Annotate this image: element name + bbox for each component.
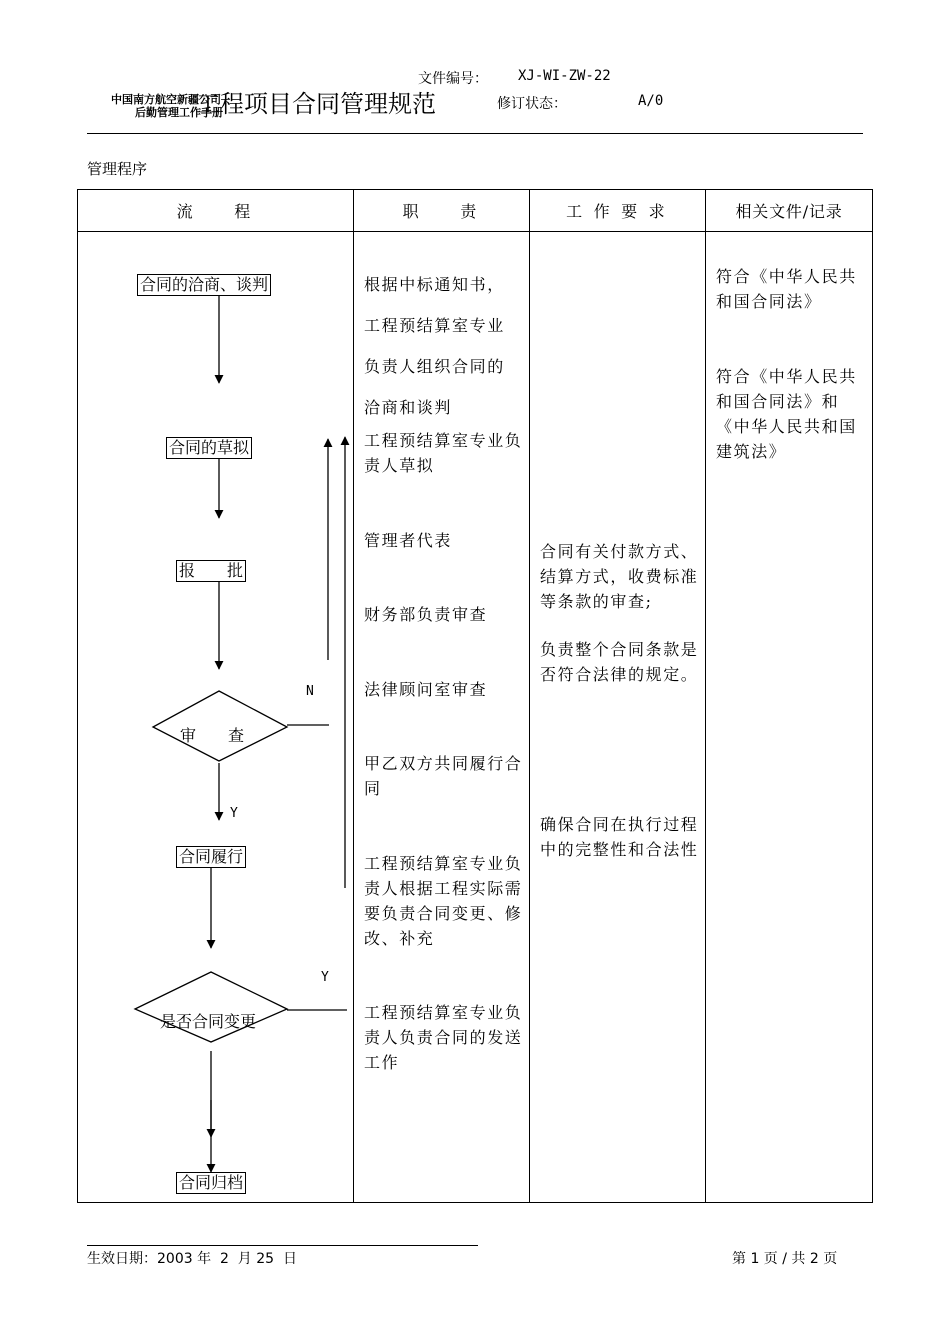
duty-8: 工程预结算室专业负责人负责合同的发送工作 <box>364 1003 523 1072</box>
duty-1-line: 洽商和谈判 <box>364 398 453 417</box>
duty-5: 法律顾问室审查 <box>364 680 488 699</box>
revision-label: 修订状态： <box>497 96 567 112</box>
doc-number-label: 文件编号： <box>418 71 488 87</box>
label-yes: Y <box>230 806 238 821</box>
step-approval: 报 批 <box>176 560 246 582</box>
effective-date: 生效日期：2003 年 2 月 25 日 <box>87 1251 297 1267</box>
step-performance: 合同履行 <box>176 846 246 868</box>
step-review: 审 查 <box>180 726 245 745</box>
step-archive: 合同归档 <box>176 1172 246 1194</box>
header-requirement: 工 作 要 求 <box>566 202 668 221</box>
duty-1-line: 负责人组织合同的 <box>364 357 505 376</box>
duty-7: 工程预结算室专业负责人根据工程实际需要负责合同变更、修改、补充 <box>364 854 523 948</box>
requirement-1: 合同有关付款方式、结算方式，收费标准等条款的审查; <box>540 542 699 611</box>
step-change-decision: 是否合同变更 <box>160 1012 257 1031</box>
duty-6: 甲乙双方共同履行合同 <box>364 754 523 798</box>
document-title: 工程项目合同管理规范 <box>196 90 436 118</box>
duty-3: 管理者代表 <box>364 531 453 550</box>
section-label: 管理程序 <box>87 160 148 178</box>
header-duty: 职 责 <box>402 202 480 221</box>
label-no: N <box>306 684 314 699</box>
record-2: 符合《中华人民共和国合同法》和《中华人民共和国建筑法》 <box>716 367 857 461</box>
header-flow: 流 程 <box>176 202 254 221</box>
label-yes: Y <box>321 970 329 985</box>
doc-number-value: XJ-WI-ZW-22 <box>518 68 611 84</box>
duty-2: 工程预结算室专业负责人草拟 <box>364 431 523 475</box>
org-name: 中国南方航空新疆公司 <box>111 93 221 106</box>
revision-value: A/0 <box>638 93 664 109</box>
duty-1-line: 工程预结算室专业 <box>364 316 505 335</box>
record-1: 符合《中华人民共和国合同法》 <box>716 267 857 311</box>
step-drafting: 合同的草拟 <box>166 437 252 459</box>
requirement-2: 负责整个合同条款是否符合法律的规定。 <box>540 640 699 684</box>
manual-name: 后勤管理工作手册 <box>135 106 223 119</box>
duty-4: 财务部负责审查 <box>364 605 488 624</box>
duty-1-line: 根据中标通知书， <box>364 275 505 294</box>
requirement-3: 确保合同在执行过程中的完整性和合法性 <box>540 815 699 859</box>
step-negotiation: 合同的洽商、谈判 <box>137 274 271 296</box>
header-records: 相关文件/记录 <box>735 202 843 221</box>
footer-rule <box>87 1245 478 1246</box>
page-info: 第 1 页 / 共 2 页 <box>732 1251 838 1267</box>
